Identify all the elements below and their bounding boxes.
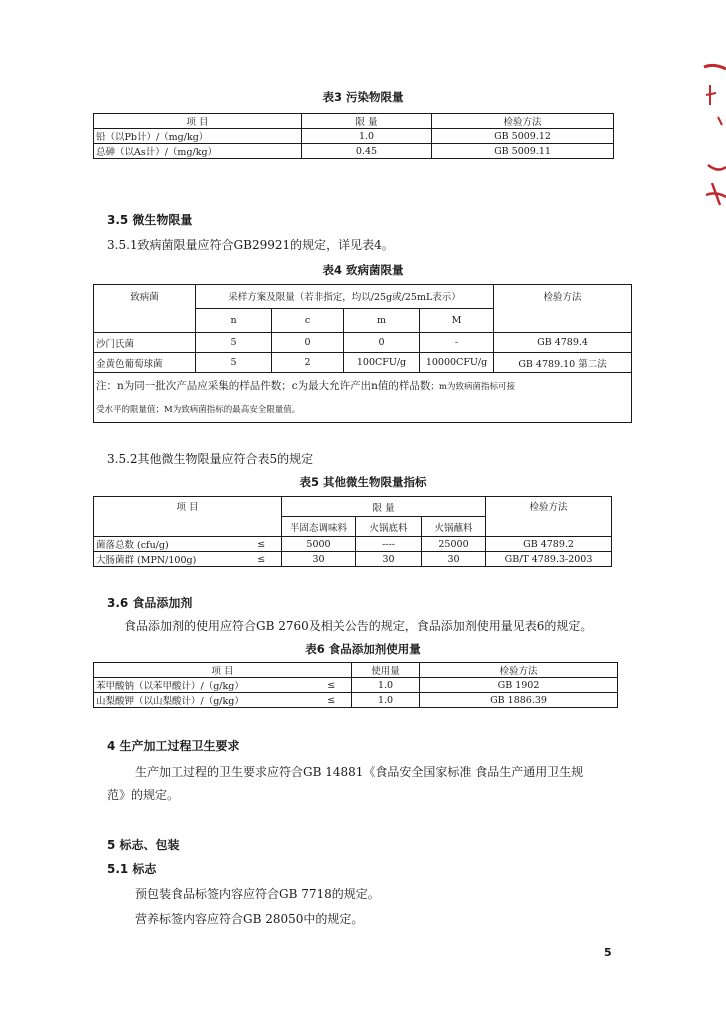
item-cell: 铅（以Pb计）/（mg/kg） [94, 129, 302, 144]
amount-cell: 1.0 [352, 678, 420, 693]
c-cell: 0 [272, 333, 344, 353]
red-seal-fragment [698, 55, 726, 215]
method-cell: GB 5009.11 [432, 144, 614, 159]
sub-header-cell: 火锅底料 [356, 517, 422, 537]
note-text: 受水平的限量值；M为致病菌指标的最高安全限量值。 [96, 404, 301, 415]
table-header-row [94, 497, 612, 517]
table-header-row [94, 663, 618, 678]
sampling-plan-header: 采样方案及限量（若非指定，均以/25g或/25mL表示） [196, 285, 494, 309]
table4 [93, 284, 632, 423]
table-row [94, 129, 614, 144]
pathogen-header: 致病菌 [94, 285, 196, 333]
n-cell: 5 [196, 353, 272, 373]
section-3-5-1-text: 3.5.1致病菌限量应符合GB29921的规定，详见表4。 [107, 238, 394, 252]
section-4-text-line2: 范》的规定。 [107, 788, 180, 802]
table-row [94, 552, 612, 567]
sub-header-cell: 火锅蘸料 [422, 517, 486, 537]
table3-caption: 表3 污染物限量 [322, 90, 404, 104]
sub-header-cell: c [272, 309, 344, 333]
method-header: 检验方法 [486, 497, 612, 537]
header-cell: 项 目 [94, 114, 302, 129]
table-header-row [94, 285, 632, 309]
value-cell: 25000 [422, 537, 486, 552]
value-cell: ---- [356, 537, 422, 552]
header-cell: 检验方法 [432, 114, 614, 129]
header-cell: 项 目 [94, 663, 352, 678]
pathogen-cell: 沙门氏菌 [94, 333, 196, 353]
value-cell: 30 [282, 552, 356, 567]
table-row [94, 353, 632, 373]
method-cell: GB 4789.2 [486, 537, 612, 552]
header-cell: 使用量 [352, 663, 420, 678]
table5-caption: 表5 其他微生物限量指标 [299, 475, 427, 489]
value-cell: 30 [356, 552, 422, 567]
method-cell: GB 1886.39 [420, 693, 618, 708]
c-cell: 2 [272, 353, 344, 373]
table-row [94, 333, 632, 353]
method-cell: GB 4789.4 [494, 333, 632, 353]
table6 [93, 662, 618, 708]
table3 [93, 113, 614, 159]
pathogen-cell: 金黄色葡萄球菌 [94, 353, 196, 373]
item-cell: 苯甲酸钠（以苯甲酸计）/（g/kg） [94, 678, 312, 693]
item-cell: 总砷（以As计）/（mg/kg） [94, 144, 302, 159]
m-cell: 0 [344, 333, 420, 353]
table-header-row [94, 114, 614, 129]
operator-cell: ≤ [312, 678, 352, 693]
n-cell: 5 [196, 333, 272, 353]
method-cell: GB 5009.12 [432, 129, 614, 144]
table4-note [94, 373, 632, 423]
table-row [94, 537, 612, 552]
note-text: ；m为致病菌指标可接 [430, 381, 515, 392]
table-row [94, 144, 614, 159]
method-cell: GB 4789.10 第二法 [494, 353, 632, 373]
sub-header-cell: 半固态调味料 [282, 517, 356, 537]
M-cell: - [420, 333, 494, 353]
header-cell: 检验方法 [420, 663, 618, 678]
section-4-text-line1: 生产加工过程的卫生要求应符合GB 14881《食品安全国家标准 食品生产通用卫生规 [135, 765, 584, 779]
section-3-6-text: 食品添加剂的使用应符合GB 2760及相关公告的规定，食品添加剂使用量见表6的规定。 [124, 619, 593, 633]
limit-cell: 0.45 [302, 144, 432, 159]
page-number: 5 [604, 946, 612, 959]
limit-header: 限 量 [282, 497, 486, 517]
section-3-5-heading: 3.5 微生物限量 [107, 213, 193, 227]
M-cell: 10000CFU/g [420, 353, 494, 373]
method-cell: GB 1902 [420, 678, 618, 693]
section-4-heading: 4 生产加工过程卫生要求 [107, 739, 240, 753]
table4-caption: 表4 致病菌限量 [322, 263, 404, 277]
item-header: 项 目 [94, 497, 282, 537]
amount-cell: 1.0 [352, 693, 420, 708]
table-note-row [94, 373, 632, 423]
item-cell: 大肠菌群 (MPN/100g) [94, 552, 242, 567]
method-cell: GB/T 4789.3-2003 [486, 552, 612, 567]
table-row [94, 693, 618, 708]
header-cell: 限 量 [302, 114, 432, 129]
item-cell: 山梨酸钾（以山梨酸计）/（g/kg） [94, 693, 312, 708]
limit-cell: 1.0 [302, 129, 432, 144]
m-cell: 100CFU/g [344, 353, 420, 373]
sub-header-cell: n [196, 309, 272, 333]
section-5-1-text-2: 营养标签内容应符合GB 28050中的规定。 [135, 912, 364, 926]
section-3-5-2-text: 3.5.2其他微生物限量应符合表5的规定 [107, 452, 314, 466]
table5 [93, 496, 612, 567]
operator-cell: ≤ [312, 693, 352, 708]
note-text: 注：n为同一批次产品应采集的样品件数；c为最大允许产出n值的样品数 [96, 379, 431, 392]
sub-header-cell: m [344, 309, 420, 333]
value-cell: 5000 [282, 537, 356, 552]
value-cell: 30 [422, 552, 486, 567]
method-header: 检验方法 [494, 285, 632, 333]
operator-cell: ≤ [242, 552, 282, 567]
operator-cell: ≤ [242, 537, 282, 552]
section-5-heading: 5 标志、包装 [107, 838, 180, 852]
table6-caption: 表6 食品添加剂使用量 [305, 642, 421, 656]
section-3-6-heading: 3.6 食品添加剂 [107, 596, 193, 610]
sub-header-cell: M [420, 309, 494, 333]
section-5-1-heading: 5.1 标志 [107, 862, 157, 876]
section-5-1-text-1: 预包装食品标签内容应符合GB 7718的规定。 [135, 887, 380, 901]
table-row [94, 678, 618, 693]
item-cell: 菌落总数 (cfu/g) [94, 537, 242, 552]
